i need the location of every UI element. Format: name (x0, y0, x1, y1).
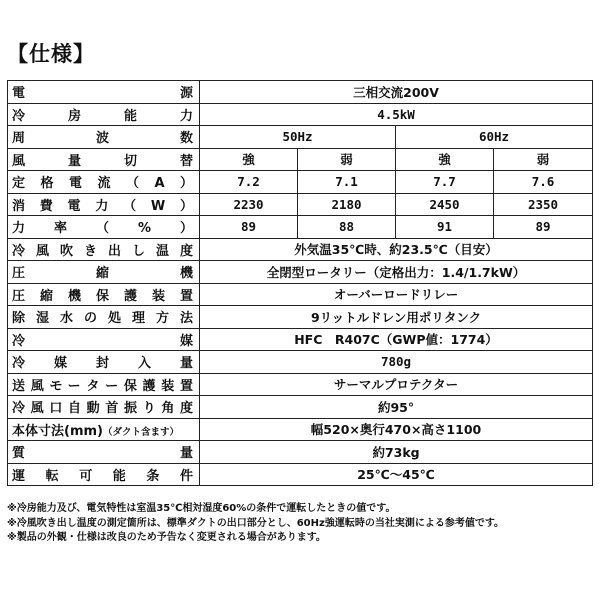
spec-value: 89 (494, 216, 593, 239)
spec-value: オーバーロードリレー (200, 283, 593, 306)
spec-label (8, 418, 200, 441)
spec-value: 4.5kW (200, 103, 593, 126)
spec-label (8, 103, 200, 126)
spec-value: 2450 (396, 193, 494, 216)
spec-label-text: 冷房能力 (12, 108, 193, 124)
spec-value: 2230 (200, 193, 298, 216)
spec-label-text: 冷媒封入量 (12, 356, 193, 372)
spec-value: 幅520×奥行470×高さ1100 (200, 418, 593, 441)
spec-value: 全閉型ロータリー（定格出力：1.4/1.7kW） (200, 261, 593, 284)
spec-row (8, 351, 593, 374)
spec-row (8, 441, 593, 464)
spec-label-text: 風量切替 (12, 153, 193, 169)
spec-value: 60Hz (396, 126, 593, 149)
spec-value: 7.1 (298, 171, 396, 194)
spec-label-text: 消費電力（W） (12, 198, 193, 214)
spec-label (8, 148, 200, 171)
spec-row (8, 81, 593, 104)
spec-value: 25℃〜45℃ (200, 463, 593, 486)
spec-row (8, 418, 593, 441)
spec-label-text: 冷風口自動首振り角度 (12, 401, 193, 417)
spec-row (8, 463, 593, 486)
spec-table (7, 80, 593, 486)
spec-label-text: 力率（%） (12, 221, 193, 237)
spec-row (8, 306, 593, 329)
spec-label (8, 283, 200, 306)
spec-value: 約95° (200, 396, 593, 419)
spec-value: 弱 (298, 148, 396, 171)
spec-row (8, 373, 593, 396)
spec-label (8, 373, 200, 396)
spec-label-text: 冷風吹き出し温度 (12, 243, 193, 259)
spec-label (8, 463, 200, 486)
footnote: ※冷房能力及び、電気特性は室温35℃相対湿度60%の条件で運転したときの値です。 (7, 503, 396, 514)
spec-value: 91 (396, 216, 494, 239)
spec-label-text: 電源 (12, 86, 193, 102)
spec-label-text: 冷媒 (12, 333, 193, 349)
footnote: ※製品の外観・仕様は改良のため予告なく変更される場合があります。 (7, 532, 326, 543)
spec-label-text: 周波数 (12, 131, 193, 147)
spec-label (8, 396, 200, 419)
spec-label (8, 126, 200, 149)
spec-label (8, 216, 200, 239)
spec-row (8, 261, 593, 284)
spec-label (8, 306, 200, 329)
spec-value: 9リットルドレン用ポリタンク (200, 306, 593, 329)
footnote: ※冷風吹き出し温度の測定箇所は、標準ダクトの出口部分とし、60Hz強運転時の当社実測による参考値です。 (7, 517, 505, 529)
spec-label (8, 261, 200, 284)
spec-label (8, 171, 200, 194)
spec-value: 強 (200, 148, 298, 171)
spec-value: 7.6 (494, 171, 593, 194)
spec-value: 50Hz (200, 126, 396, 149)
spec-label-note: （ダクト含ます） (102, 426, 179, 438)
spec-label (8, 238, 200, 261)
footnotes (7, 502, 504, 546)
spec-label (8, 81, 200, 104)
spec-row (8, 328, 593, 351)
spec-value: 約73kg (200, 441, 593, 464)
spec-label-text: 本体寸法(mm) (12, 423, 103, 439)
spec-label-text: 圧縮機保護装置 (12, 288, 193, 304)
spec-label-text: 質量 (12, 446, 193, 462)
spec-row (8, 216, 593, 239)
spec-row (8, 126, 593, 149)
spec-value: 89 (200, 216, 298, 239)
spec-value: 外気温35℃時、約23.5℃（目安） (200, 238, 593, 261)
spec-label (8, 351, 200, 374)
spec-row (8, 283, 593, 306)
spec-value: 強 (396, 148, 494, 171)
spec-row (8, 171, 593, 194)
spec-value: 780g (200, 351, 593, 374)
spec-value: 7.2 (200, 171, 298, 194)
spec-value: 88 (298, 216, 396, 239)
spec-label-text: 除湿水の処理方法 (12, 311, 193, 327)
spec-value: HFC R407C（GWP値：1774） (200, 328, 593, 351)
spec-label-text: 圧縮機 (12, 266, 193, 282)
spec-label-text: 定格電流（A） (12, 176, 193, 192)
spec-value: 7.7 (396, 171, 494, 194)
spec-value: 三相交流200V (200, 81, 593, 104)
spec-value: 2180 (298, 193, 396, 216)
page-title: 【仕様】 (7, 42, 95, 66)
spec-row (8, 238, 593, 261)
spec-label (8, 193, 200, 216)
spec-label-text: 運転可能条件 (12, 468, 193, 484)
spec-value: サーマルプロテクター (200, 373, 593, 396)
spec-row (8, 148, 593, 171)
spec-row (8, 396, 593, 419)
spec-label-text: 送風モーター保護装置 (12, 378, 193, 394)
spec-label (8, 328, 200, 351)
spec-row (8, 193, 593, 216)
spec-value: 弱 (494, 148, 593, 171)
spec-label (8, 441, 200, 464)
spec-value: 2350 (494, 193, 593, 216)
spec-row (8, 103, 593, 126)
